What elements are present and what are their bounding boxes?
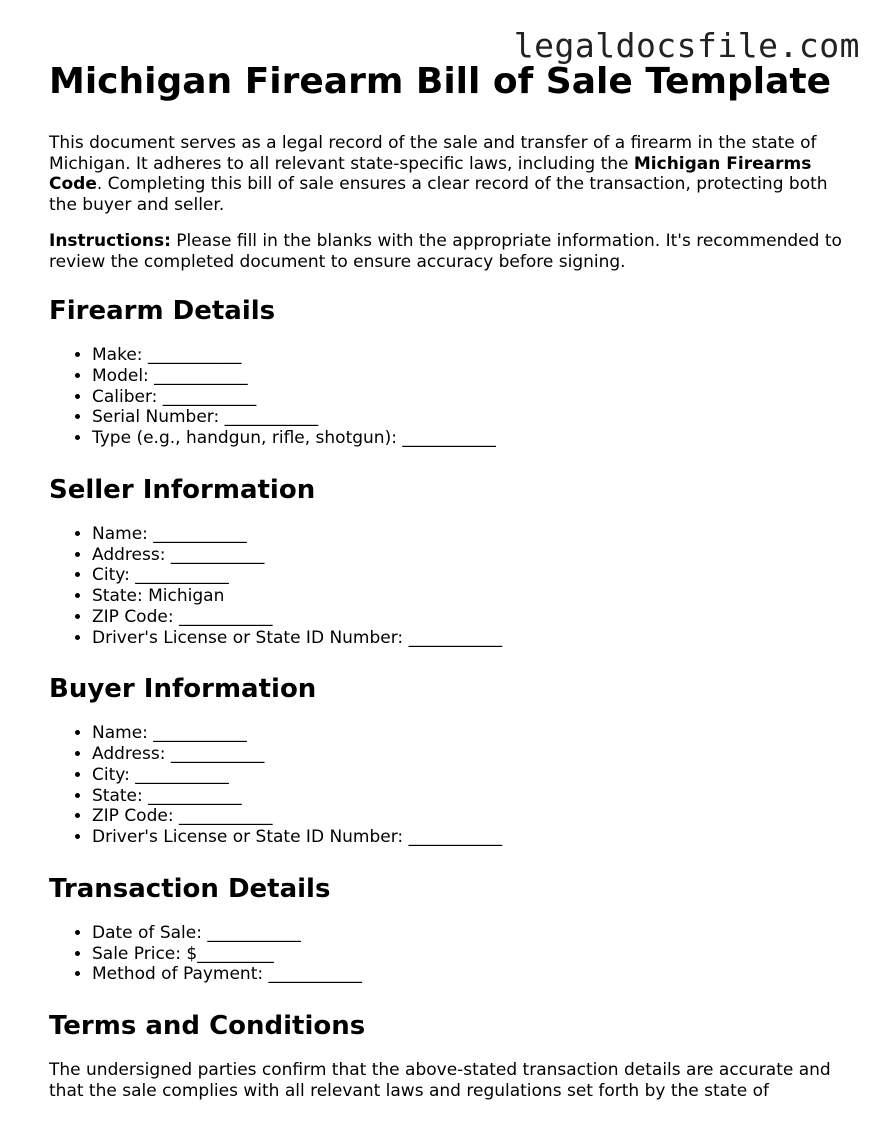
list-item: • Driver's License or State ID Number: ___________ [92,827,849,848]
buyer-information-list [49,723,849,847]
instructions-paragraph [49,231,849,272]
instructions-label: Instructions: [49,231,171,252]
list-item: • Make: ___________ [92,345,849,366]
list-item: • Name: ___________ [92,524,849,545]
list-item: • Method of Payment: ___________ [92,964,849,985]
firearm-details-heading: Firearm Details [49,296,276,327]
instructions-text: Please fill in the blanks with the appropriate information. It's recommended to review the completed document to ensure accuracy before signing. [49,231,842,272]
list-item: • State: ___________ [92,786,849,807]
list-item: • State: Michigan [92,586,849,607]
seller-information-heading: Seller Information [49,474,316,505]
intro-text-2: . Completing this bill of sale ensures a clear record of the transaction, protecting both the buyer and seller. [49,174,828,215]
transaction-details-list [49,923,849,985]
list-item: • Type (e.g., handgun, rifle, shotgun): ___________ [92,428,849,449]
list-item: • Address: ___________ [92,744,849,765]
page-title: Michigan Firearm Bill of Sale Template [49,61,832,102]
list-item: • City: ___________ [92,765,849,786]
intro-bold-code: Michigan Firearms Code [49,153,812,195]
list-item: • ZIP Code: ___________ [92,806,849,827]
list-item: • Date of Sale: ___________ [92,923,849,944]
watermark: legaldocsfile.com [513,26,860,65]
buyer-information-heading: Buyer Information [49,674,317,705]
list-item: • Model: ___________ [92,366,849,387]
list-item: • City: ___________ [92,565,849,586]
document-page [49,60,849,1117]
list-item: • Sale Price: $_________ [92,944,849,965]
list-item: • Address: ___________ [92,545,849,566]
firearm-details-list [49,345,849,449]
list-item: • Driver's License or State ID Number: ___________ [92,628,849,649]
transaction-details-heading: Transaction Details [49,873,331,904]
seller-information-list [49,524,849,648]
intro-paragraph [49,133,849,215]
terms-paragraph: The undersigned parties confirm that the above-stated transaction details are accurate and that the sale complies with all relevant laws and regulations set forth by the state of [49,1060,831,1101]
list-item: • Name: ___________ [92,723,849,744]
terms-and-conditions-heading: Terms and Conditions [49,1011,366,1041]
intro-text-1: This document serves as a legal record of the sale and transfer of a firearm in the state of Michigan. It adheres to all relevant state-specific laws, including the [49,133,817,174]
list-item: • Serial Number: ___________ [92,407,849,428]
list-item: • ZIP Code: ___________ [92,607,849,628]
list-item: • Caliber: ___________ [92,387,849,408]
